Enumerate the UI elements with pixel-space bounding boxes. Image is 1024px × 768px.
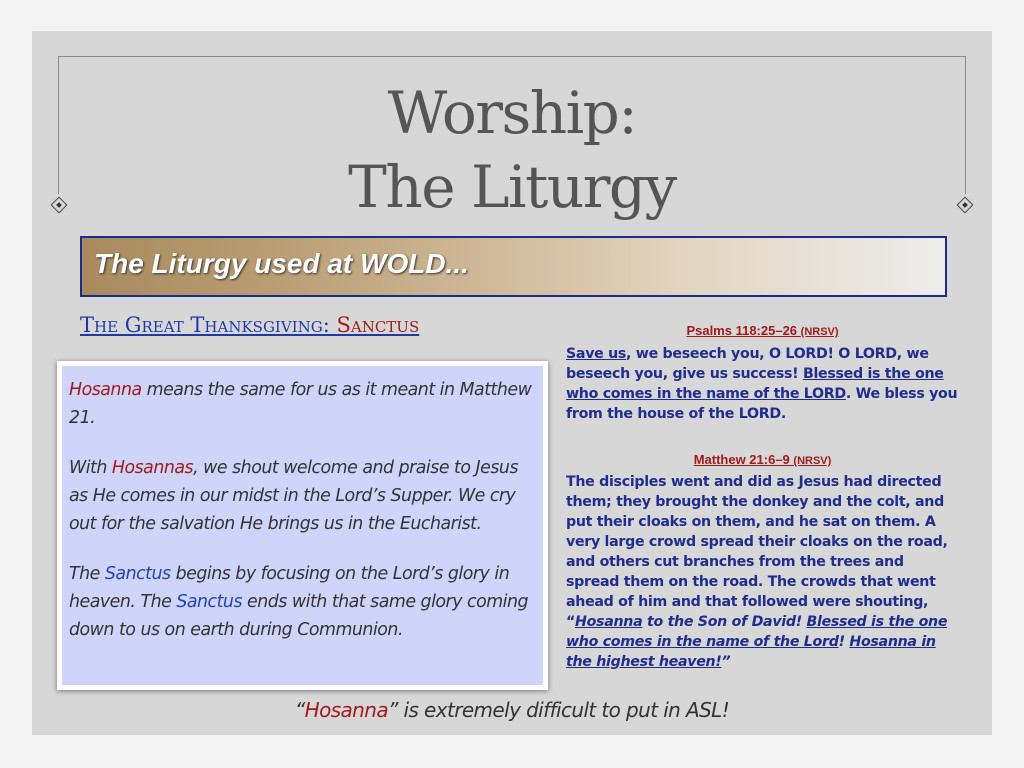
verse-text-underlined: Hosanna in the highest heaven! [566,634,936,670]
verse-text: ” [721,654,731,670]
matthew-verse [566,472,958,672]
matthew-translation-tag: (NRSV) [793,455,832,467]
page-subtitle: The Liturgy [348,153,676,221]
verse-text-underlined: Blessed is the one who comes in the name of the Lord [566,614,948,650]
card-paragraph [69,560,537,644]
sanctus-term: Sanctus [176,592,243,612]
hosannas-term: Hosannas [111,458,194,478]
section-heading [80,313,419,337]
hosanna-term: Hosanna [69,380,142,400]
card-text: With [69,458,112,478]
verse-text: The disciples went and did as Jesus had directed them; they brought the donkey and the colt, and put their cloaks on them, and he sat on them. A very large crowd spread their cloaks on the road, and others cut branches from the trees and spread them on the road. The crowds that went ahead of him and that followed were shouting, “ [566,474,948,630]
footer-text: “ [294,698,305,722]
verse-text-underlined: Hosanna [575,614,643,630]
verse-text-underlined: Save us [566,346,627,362]
banner [80,236,947,297]
matthew-reference-text: Matthew 21:6–9 [693,452,790,467]
page-title: Worship: [387,79,637,147]
card-paragraph [69,376,537,432]
card-text: begins by focusing on the Lord’s glory in heaven. The [69,564,510,612]
card-paragraph [69,454,537,538]
matthew-reference [565,452,960,467]
verse-text-underlined: Blessed is the one who comes in the name of the LORD [566,366,944,402]
footer-caption [0,698,1024,722]
verse-text: , we beseech you, O LORD! O LORD, we beseech you, give us success! [566,346,929,382]
section-heading-prefix: The Great Thanksgiving: [80,313,337,337]
sanctus-term: Sanctus [104,564,171,584]
card-text: ends with that same glory coming down to us on earth during Communion. [69,592,529,640]
footer-text: ” is extremely difficult to put in ASL! [387,698,730,722]
section-heading-highlight: Sanctus [336,313,420,337]
card-text: means the same for us as it meant in Matthew 21. [69,380,532,428]
psalm-translation-tag: (NRSV) [800,326,839,338]
card-text: , we shout welcome and praise to Jesus as He comes in our midst in the Lord’s Supper. We cry out for the salvation He brings us in the Eucharist. [69,458,518,534]
explanation-card-body [62,366,543,685]
psalm-verse [566,344,958,424]
verse-text: . We bless you from the house of the LORD. [566,386,958,422]
verse-text: to the Son of David! [642,614,807,630]
hosanna-term: Hosanna [304,698,388,722]
banner-text: The Liturgy used at WOLD... [94,248,469,279]
card-text: The [69,564,105,584]
verse-text: ! [838,634,850,650]
frame-top-line [58,56,965,57]
explanation-card [57,361,548,690]
psalm-reference-text: Psalms 118:25–26 [686,323,798,338]
psalm-reference [565,323,960,338]
